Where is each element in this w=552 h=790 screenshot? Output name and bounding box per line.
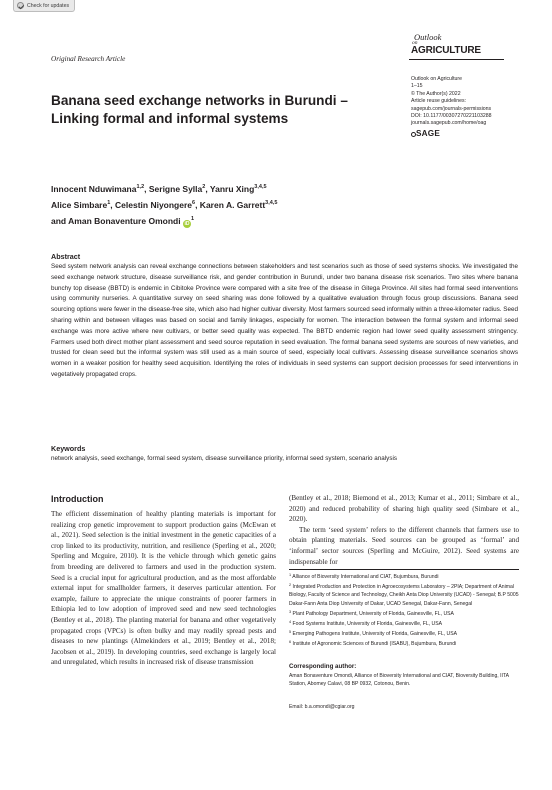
author-list: [51, 180, 381, 228]
journal-info: [411, 76, 531, 139]
sage-logo: [411, 129, 531, 139]
corresponding-author-address: Aman Bonaventure Omondi, Alliance of Bioversity International and CIAT, Bioversity Building, IITA Station, Abomey Calavi, 08 BP 0932, Cotonou, Benin.: [289, 673, 509, 688]
introduction-heading: Introduction: [51, 494, 104, 504]
footnote-item: [289, 638, 525, 648]
footnote-number: 5: [289, 630, 292, 635]
reuse-url[interactable]: sagepub.com/journals-permissions: [411, 105, 492, 112]
left-column: [51, 509, 276, 668]
footnote-number: 3: [289, 609, 292, 614]
footnote-item: [289, 628, 525, 638]
author-affiliation: 6: [192, 200, 196, 206]
author-affiliation: 1: [190, 216, 194, 222]
footnote-text: Plant Pathology Department, University of Florida, Gainesville, FL, USA: [292, 610, 454, 617]
check-updates-icon: [17, 2, 24, 9]
check-updates-label: Check for updates: [27, 2, 70, 9]
footnote-item: [289, 571, 525, 581]
journal-name: Outlook on Agriculture: [411, 76, 463, 82]
corresponding-author-heading: Corresponding author:: [289, 663, 357, 670]
journal-logo: [409, 32, 505, 62]
author-name: , Karen A. Garrett: [195, 200, 266, 210]
reuse-guidelines: Article reuse guidelines:: [411, 98, 467, 105]
footnote-divider: [289, 569, 519, 570]
check-for-updates-badge[interactable]: [13, 0, 75, 12]
footnote-text: Integrated Production and Protection in Agroecosystems Laboratory – 2PIA; Department of Animal Biology, Faculty of Science and Technology, Cheikh Anta Diop University (UCAD) - Senegal; B.P 5005 Dakar-Fann Anta Diop University of Dakar, UCAD Senegal, Dakar-Fann, Senegal: [289, 584, 519, 607]
abstract-text: Seed system network analysis can reveal exchange connections between stakeholders and test scenarios such as those of seed systems shocks. We investigated the seed exchange network structure, disease surveillance risk, and gender contribution in Burundi, under two banana disease risk scenarios. Two sites where banana bunchy top disease (BBTD) is endemic in Cibitoke Province were compared with a site free of the disease in Gitega Province. All sites had formal seed interventions using community nurseries. A quantitative survey on seed sharing was done followed by a qualitative evaluation through focus group discussions. Banana seed sourcing options were fewer in the disease-free site, which also had higher cultivar diversity. Most farmers sourced seed informally within a three-kilometer radius. Seed sharing within and between villages was based on social and family linkages, especially for women. The interaction between the formal system and informal seed exchange was more active where new cultivars, or better seed quality was expected. The BBTD endemic region had lower seed quality assessment stringency. Farmers used both direct mother plant assessment and seed source reputation in seed evaluation. The formal banana seed systems are sources of new varieties, and trusted for clean seed but the informal system was still used as a main source of seed, especially local cultivars. Assessing disease surveillance scenarios shows women in a weaker position for healthy seed acquisition. Identifying the roles of individuals in seed systems can support decision processes for seed interventions in vegetatively propagated crops.: [51, 263, 518, 378]
footnote-number: 4: [289, 620, 292, 625]
footnote-text: Emerging Pathogens Institute, University of Florida, Gainesville, FL, USA: [292, 631, 458, 638]
sage-label: SAGE: [416, 128, 441, 138]
doi[interactable]: DOI: 10.1177/00307270221103288: [411, 113, 492, 120]
footnote-number: 6: [289, 640, 292, 645]
journal-url[interactable]: journals.sagepub.com/home/oag: [411, 120, 487, 127]
orcid-icon[interactable]: iD: [184, 221, 190, 227]
footnote-number: 2: [289, 583, 292, 588]
author-affiliation: 2: [202, 184, 206, 190]
abstract-heading: Abstract: [51, 252, 81, 261]
journal-pages: 1–15: [411, 83, 423, 90]
author-name: , Serigne Sylla: [144, 184, 203, 194]
right-column: [289, 493, 519, 567]
author-name: Alice Simbare: [51, 200, 108, 210]
footnote-item: [289, 581, 525, 608]
author-name: , Celestin Niyongere: [110, 200, 193, 210]
author-name: Innocent Nduwimana: [51, 184, 137, 194]
intro-paragraph: (Bentley et al., 2018; Biemond et al., 2013; Kumar et al., 2011; Simbare et al., 2020) and reduced probability of sharing high quality seed (Simbare et al., 2020).: [289, 494, 519, 524]
footnote-item: [289, 618, 525, 628]
intro-paragraph: The efficient dissemination of healthy planting materials is important for realizing crop genetic improvement to support production gains (McEwan et al., 2021). Seed selection is the initial investment in the genetic capacities of a crop linked to its productivity, nutrition, and resilience (Sperling et al., 2020; Sperling and Mcguire, 2010). It is the vehicle through which genetic gains from breeding are delivered to farmers and used in the production system. Seed is a crucial input for agricultural production, and as the most affordable external input for smallholder farmers, it deserves particular attention. For example, failure to appreciate the unique constraints of poorer farmers in Ethiopia led to low adoption of improved seed and new seed technologies (Bentley et al., 2018). The planting material for banana and other vegetatively propagated crops (VPCs) is often bulky and may readily spread pests and diseases to new plantings (Almekinders et al., 2019; Bentley et al., 2018; Jacobsen et al., 2019). In developing countries, seed exchange is largely local and unregulated, which results in increased risk of disease transmission: [51, 510, 276, 667]
author-name: , Yanru Xing: [205, 184, 255, 194]
author-affiliation: 3,4,5: [254, 184, 267, 190]
logo-on: on: [412, 40, 418, 46]
intro-paragraph: The term ‘seed system’ refers to the different channels that farmers use to obtain planting materials. Seed sources can be grouped as ‘formal’ and ‘informal’ sector sources (Sperling and McGuire, 2012). Seed systems are indispensable for: [289, 525, 519, 566]
author-affiliation: 1,2: [136, 184, 145, 190]
copyright: © The Author(s) 2022: [411, 90, 461, 97]
logo-rule: [409, 59, 504, 60]
author-affiliation: 3,4,5: [265, 200, 278, 206]
footnote-item: [289, 608, 525, 618]
affiliation-footnotes: [289, 571, 525, 649]
author-affiliation: 1: [107, 200, 111, 206]
footnote-text: Institute of Agronomic Sciences of Burundi (ISABU), Bujumbura, Burundi: [292, 641, 457, 648]
logo-outlook: Outlook: [414, 32, 442, 42]
corresponding-author-email[interactable]: Email: b.a.omondi@cgiar.org: [289, 704, 355, 710]
footnote-text: Alliance of Bioversity International and CIAT, Bujumbura, Burundi: [292, 574, 439, 580]
keywords-text: network analysis, seed exchange, formal seed system, disease surveillance priority, informal seed system, scenario analysis: [51, 455, 398, 462]
author-name: and Aman Bonaventure Omondi: [51, 216, 181, 226]
article-title: Banana seed exchange networks in Burundi – Linking formal and informal systems: [51, 93, 348, 126]
footnote-text: Food Systems Institute, University of Florida, Gainesville, FL, USA: [292, 621, 443, 628]
logo-agriculture: AGRICULTURE: [411, 45, 481, 56]
keywords-heading: Keywords: [51, 444, 86, 453]
article-type: Original Research Article: [51, 55, 126, 63]
footnote-number: 1: [289, 573, 292, 577]
